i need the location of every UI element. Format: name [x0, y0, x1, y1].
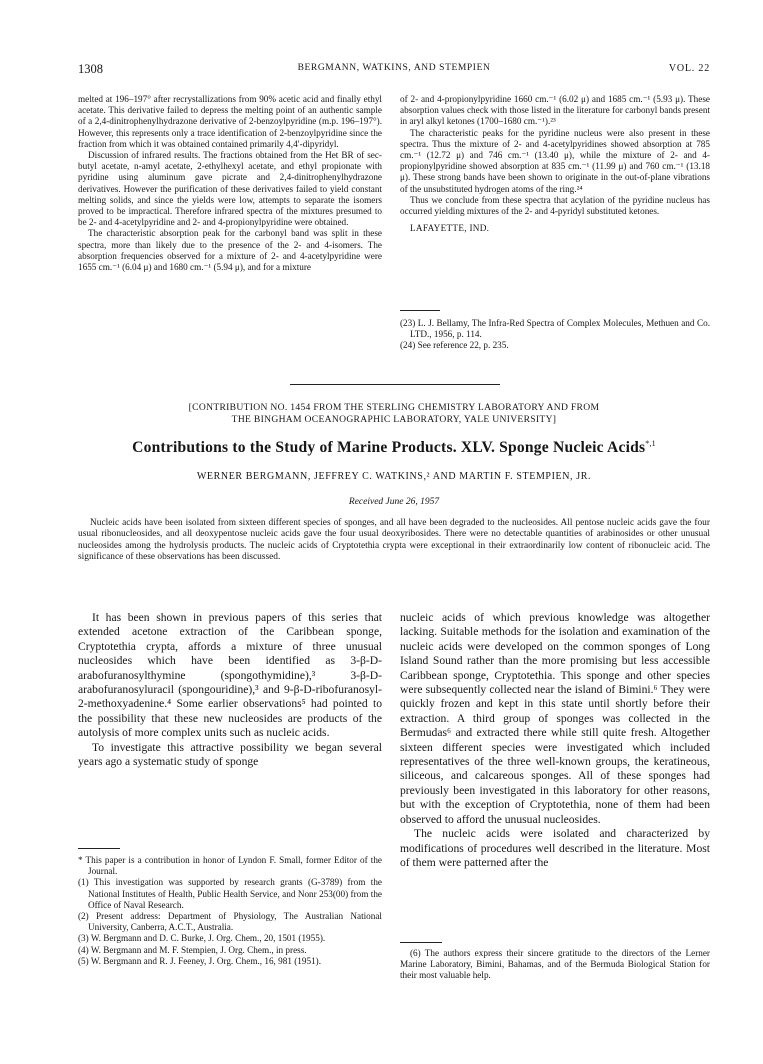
received-date: Received June 26, 1957	[348, 497, 440, 507]
footnotes-right	[400, 948, 710, 982]
paragraph: of 2- and 4-propionylpyridine 1660 cm.⁻¹ (6.02 μ) and 1685 cm.⁻¹ (5.93 μ). These absorption values check with those listed in the literature for carbonyl bands present in aryl alkyl ketones (1700–1680 cm.⁻¹).²³	[400, 94, 710, 127]
authors: WERNER BERGMANN, JEFFREY C. WATKINS,² AND MARTIN F. STEMPIEN, JR.	[196, 471, 592, 482]
title-footnote-marks: *,1	[645, 438, 656, 448]
article-title: Contributions to the Study of Marine Products. XLV. Sponge Nucleic Acids$^{*,1}$	[132, 438, 656, 456]
footnote: (1) This investigation was supported by research grants (G-3789) from the National Institutes of Health, Public Health Service, and Nonr 253(00) from the Office of Naval Research.	[78, 877, 382, 910]
article-divider	[290, 384, 500, 385]
paragraph: melted at 196–197° after recrystallizations from 90% acetic acid and finally ethyl acetate. This derivative failed to depress the melting point of an authentic sample of a 2,4-dinitrophenylhydrazone derivative of 2-benzoylpyridine (m.p. 196–197°). However, this represents only a trace identification of 2-benzoylpyridine since the fraction from which it was obtained contained primarily 4,4′-dipyridyl.	[78, 94, 382, 149]
body-right-column	[400, 611, 710, 870]
footnotes-left	[78, 855, 382, 967]
paragraph: The characteristic absorption peak for the carbonyl band was split in these spectra, more than likely due to the presence of the 2- and 4-isomers. The absorption frequencies observed for a mixture of 2- and 4-acetylpyridine were 1655 cm.⁻¹ (6.04 μ) and 1680 cm.⁻¹ (5.94 μ), and for a mixture	[78, 228, 382, 273]
location-line: LAFAYETTE, IND.	[410, 223, 490, 234]
paragraph: The characteristic peaks for the pyridine nucleus were also present in these spectra. Thus the mixture of 2- and 4-acetylpyridines showed absorption at 785 cm.⁻¹ (12.72 μ) and 746 cm.⁻¹ (13.40 μ), while the mixture of 2- and 4-propionylpyridine showed absorption at 835 cm.⁻¹ (11.99 μ) and 760 cm.⁻¹ (13.18 μ). These strong bands have been shown to originate in the out-of-plane vibrations of the unsubstituted hydrogen atoms of the ring.²⁴	[400, 127, 710, 194]
footnote: (6) The authors express their sincere gratitude to the directors of the Lerner Marine Laboratory, Bimini, Bahamas, and of the Bermuda Biological Station for their most valuable help.	[400, 948, 710, 981]
paragraph: It has been shown in previous papers of this series that extended acetone extraction of the Caribbean sponge, Cryptotethia crypta, affords a mixture of three unusual nucleosides which have been identified as 3-β-D-arabofuranosylthymine (spongothymidine),³ 3-β-D-arabofuranosyluracil (spongouridine),³ and 9-β-D-ribofuranosyl-2-methoxyadenine.⁴ Some earlier observations⁵ had pointed to the possibility that these new nucleosides are products of the autolysis of more complex units such as nucleic acids.	[78, 611, 382, 740]
footnote-divider	[400, 942, 442, 943]
running-title: BERGMANN, WATKINS, AND STEMPIEN	[297, 63, 491, 73]
paragraph: Discussion of infrared results. The fractions obtained from the Het BR of sec-butyl acetate, n-amyl acetate, 2-ethylhexyl acetate, and ethyl propionate with pyridine using aluminum gave picrate and 2,4-dinitrophenylhydrazone derivatives. However the purification of these derivatives failed to yield constant melting solids, and since the yields were low, attempts to separate the isomers proved to be impractical. Therefore infrared spectra of the mixtures presumed to be 2- and 4-acetylpyridine and 2- and 4-propionylpyridine were obtained.	[78, 150, 382, 228]
reference-item: (24) See reference 22, p. 235.	[400, 340, 509, 351]
previous-article-left-column	[78, 94, 382, 273]
paragraph: To investigate this attractive possibility we began several years ago a systematic study of sponge	[78, 740, 382, 769]
volume-label: VOL. 22	[668, 63, 710, 74]
paragraph: nucleic acids of which previous knowledge was altogether lacking. Suitable methods for the isolation and examination of the nucleic acids were developed on the common sponges of Long Island Sound rather than the more promising but less accessible Caribbean sponge, Cryptotethia. This sponge and other species were subsequently collected near the island of Bimini.⁶ They were quickly frozen and kept in this state until shortly before their extraction. A third group of sponges was collected in the Bermudas⁶ and extracted there while still quite fresh. Altogether sixteen different species were investigated which included representatives of the three well-known groups, the keratineous, siliceous, and calcareous sponges. All of these sponges had previously been investigated in this laboratory for other reasons, but with the exception of Cryptotethia, none of them had been observed to afford the unusual nucleosides.	[400, 611, 710, 826]
references	[400, 318, 710, 352]
contribution-line: [CONTRIBUTION NO. 1454 FROM THE STERLING CHEMISTRY LABORATORY AND FROM THE BINGHAM OCEANOGRAPHIC LABORATORY, YALE UNIVERSITY]	[188, 402, 600, 425]
footnote: (2) Present address: Department of Physiology, The Australian National University, Canberra, A.C.T., Australia.	[78, 911, 382, 933]
footnote: * This paper is a contribution in honor of Lyndon F. Small, former Editor of the Journal.	[78, 855, 382, 877]
body-left-column	[78, 611, 382, 769]
footnote-divider	[78, 848, 120, 849]
footnote: (4) W. Bergmann and M. F. Stempien, J. Org. Chem., in press.	[78, 944, 307, 955]
reference-divider	[400, 310, 440, 311]
footnote: (3) W. Bergmann and D. C. Burke, J. Org. Chem., 20, 1501 (1955).	[78, 933, 326, 944]
abstract: Nucleic acids have been isolated from sixteen different species of sponges, and all have been degraded to the nucleosides. All pentose nucleic acids gave the four usual ribonucleosides, and all deoxypentose nucleic acids gave the four usual deoxyribosides. There were no detectable quantities of arabinosides or other unusual nucleosides among the hydrolysis products. The nucleic acids of Cryptotethia crypta were exceptional in their extraordinarily low content of ribonucleic acid. The significance of these observations has been discussed.	[78, 518, 710, 563]
reference-item: (23) L. J. Bellamy, The Infra-Red Spectra of Complex Molecules, Methuen and Co. LTD., 1956, p. 114.	[400, 318, 710, 340]
running-header	[78, 62, 710, 78]
footnote: (5) W. Bergmann and R. J. Feeney, J. Org. Chem., 16, 981 (1951).	[78, 955, 322, 966]
paragraph: The nucleic acids were isolated and characterized by modifications of procedures well described in the literature. Most of them were patterned after the	[400, 827, 710, 869]
page-number: 1308	[78, 62, 103, 76]
paragraph: Thus we conclude from these spectra that acylation of the pyridine nucleus has occurred yielding mixtures of the 2- and 4-pyridyl substituted ketones.	[400, 194, 710, 217]
previous-article-right-column	[400, 94, 710, 234]
